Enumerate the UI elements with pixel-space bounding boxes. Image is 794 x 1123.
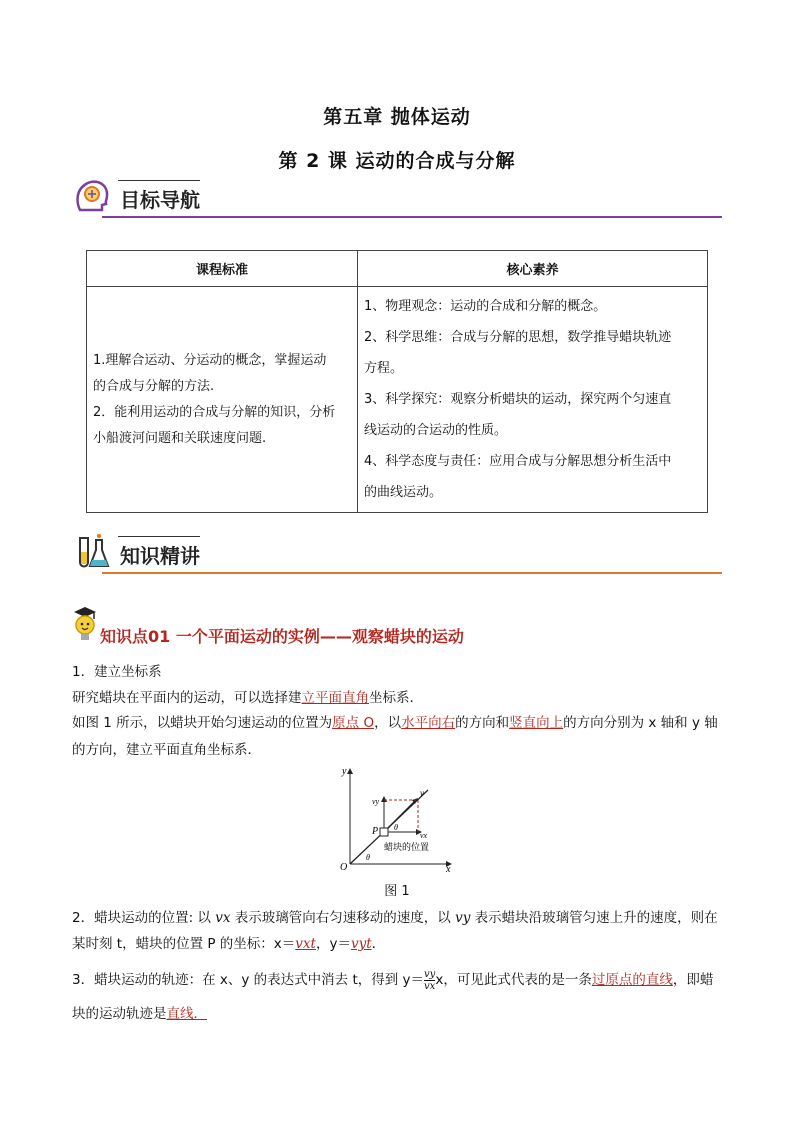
standards-line: 的合成与分解的方法. — [93, 378, 215, 394]
label-vy: vy — [372, 797, 380, 806]
brain-head-icon — [72, 176, 112, 216]
section-header-goal — [72, 178, 722, 218]
key-term: vxt — [295, 936, 316, 952]
math-var: vx — [215, 910, 231, 926]
key-term: 原点 O — [332, 715, 375, 731]
text-span: 块的运动轨迹是 — [72, 1006, 167, 1022]
paragraph-line — [72, 906, 732, 930]
label-v: v — [420, 788, 424, 798]
label-p: P — [372, 826, 379, 837]
section-label-goal: 目标导航 — [120, 188, 200, 212]
lab-flask-icon — [72, 532, 112, 572]
label-theta-2: θ — [366, 853, 370, 862]
label-x: x — [446, 864, 451, 874]
chapter-title: 第五章 抛体运动 — [323, 106, 471, 128]
core-line: 3、科学探究：观察分析蜡块的运动，探究两个匀速直 — [364, 392, 672, 407]
figure-caption: 图 1 — [384, 884, 410, 899]
vy-arrow — [381, 796, 387, 802]
text-span: 的方向和 — [455, 715, 510, 731]
knowledge-point-title: 知识点01 一个平面运动的实例——观察蜡块的运动 — [100, 627, 464, 646]
label-y: y — [342, 766, 347, 777]
standards-line: 2．能利用运动的合成与分解的知识，分析 — [93, 404, 336, 420]
text-span: 表示玻璃管向右匀速移动的速度，以 — [230, 910, 456, 926]
key-term: 过原点的直线 — [591, 972, 673, 988]
table-cell-core — [358, 287, 708, 513]
fraction — [424, 969, 435, 992]
fraction-numerator: vy — [424, 968, 436, 980]
label-theta-1: θ — [394, 823, 398, 832]
standards-table — [86, 250, 708, 513]
label-vx: vx — [420, 831, 428, 840]
section-label-knowledge: 知识精讲 — [120, 544, 200, 568]
text-span: 如图 1 所示，以蜡块开始匀速运动的位置为 — [72, 715, 333, 731]
standards-line: 小船渡河问题和关联速度问题. — [93, 430, 267, 446]
key-term: 竖直向上 — [509, 715, 564, 731]
label-origin: O — [340, 862, 348, 873]
paragraph-line — [72, 932, 385, 956]
fraction-denominator: vx — [424, 980, 436, 992]
text-span: ，以 — [374, 715, 402, 731]
wax-block — [380, 828, 388, 836]
text-span: x，可见此式代表的是一条 — [435, 972, 592, 988]
lightbulb-graduate-icon — [70, 604, 100, 644]
paragraph-heading: 1．建立坐标系 — [72, 664, 162, 680]
text-span: 的方向分别为 x 轴和 y 轴 — [563, 715, 718, 731]
table-cell-standards — [87, 287, 358, 513]
text-span: 表示蜡块沿玻璃管匀速上升的速度，则在 — [470, 910, 718, 926]
text-span: ，即蜡 — [672, 972, 714, 988]
text-span: ． — [371, 936, 386, 952]
section-header-knowledge — [72, 534, 722, 574]
key-term: 直线． — [166, 1006, 207, 1022]
core-line: 1、物理观念：运动的合成和分解的概念。 — [364, 299, 607, 314]
core-line: 的曲线运动。 — [364, 485, 443, 500]
text-span: 某时刻 t，蜡块的位置 P 的坐标：x＝ — [72, 936, 296, 952]
core-line: 方程。 — [364, 361, 404, 376]
standards-line: 1.理解合运动、分运动的概念，掌握运动 — [93, 352, 327, 368]
y-axis-arrow — [347, 768, 353, 774]
lesson-title: 第 2 课 运动的合成与分解 — [278, 150, 516, 172]
table-header-standards: 课程标准 — [87, 251, 358, 287]
math-var: vy — [455, 910, 471, 926]
table-header-core: 核心素养 — [358, 251, 708, 287]
text-span: 研究蜡块在平面内的运动，可以选择建 — [72, 690, 302, 706]
key-term: 立平面直角 — [301, 690, 369, 706]
text-span: 3．蜡块运动的轨迹：在 x、y 的表达式中消去 t，得到 y＝ — [72, 972, 425, 988]
paragraph-line — [72, 968, 732, 992]
key-term: 水平向右 — [401, 715, 456, 731]
core-line: 线运动的合运动的性质。 — [364, 423, 508, 438]
text-span: ，y＝ — [315, 936, 351, 952]
label-block-position: 蜡块的位置 — [384, 843, 430, 853]
paragraph-line — [72, 1002, 207, 1026]
core-line: 2、科学思维：合成与分解的思想，数学推导蜡块轨迹 — [364, 330, 672, 345]
figure-coordinate-diagram — [336, 764, 456, 874]
core-line: 4、科学态度与责任：应用合成与分解思想分析生活中 — [364, 454, 672, 469]
text-span: 2．蜡块运动的位置: 以 — [72, 910, 216, 926]
paragraph-line — [72, 686, 423, 710]
velocity-vector — [384, 800, 416, 832]
paragraph-line — [72, 711, 732, 735]
text-span: 坐标系． — [369, 690, 423, 706]
paragraph-line: 的方向，建立平面直角坐标系． — [72, 742, 261, 758]
key-term: vyt — [350, 936, 372, 952]
